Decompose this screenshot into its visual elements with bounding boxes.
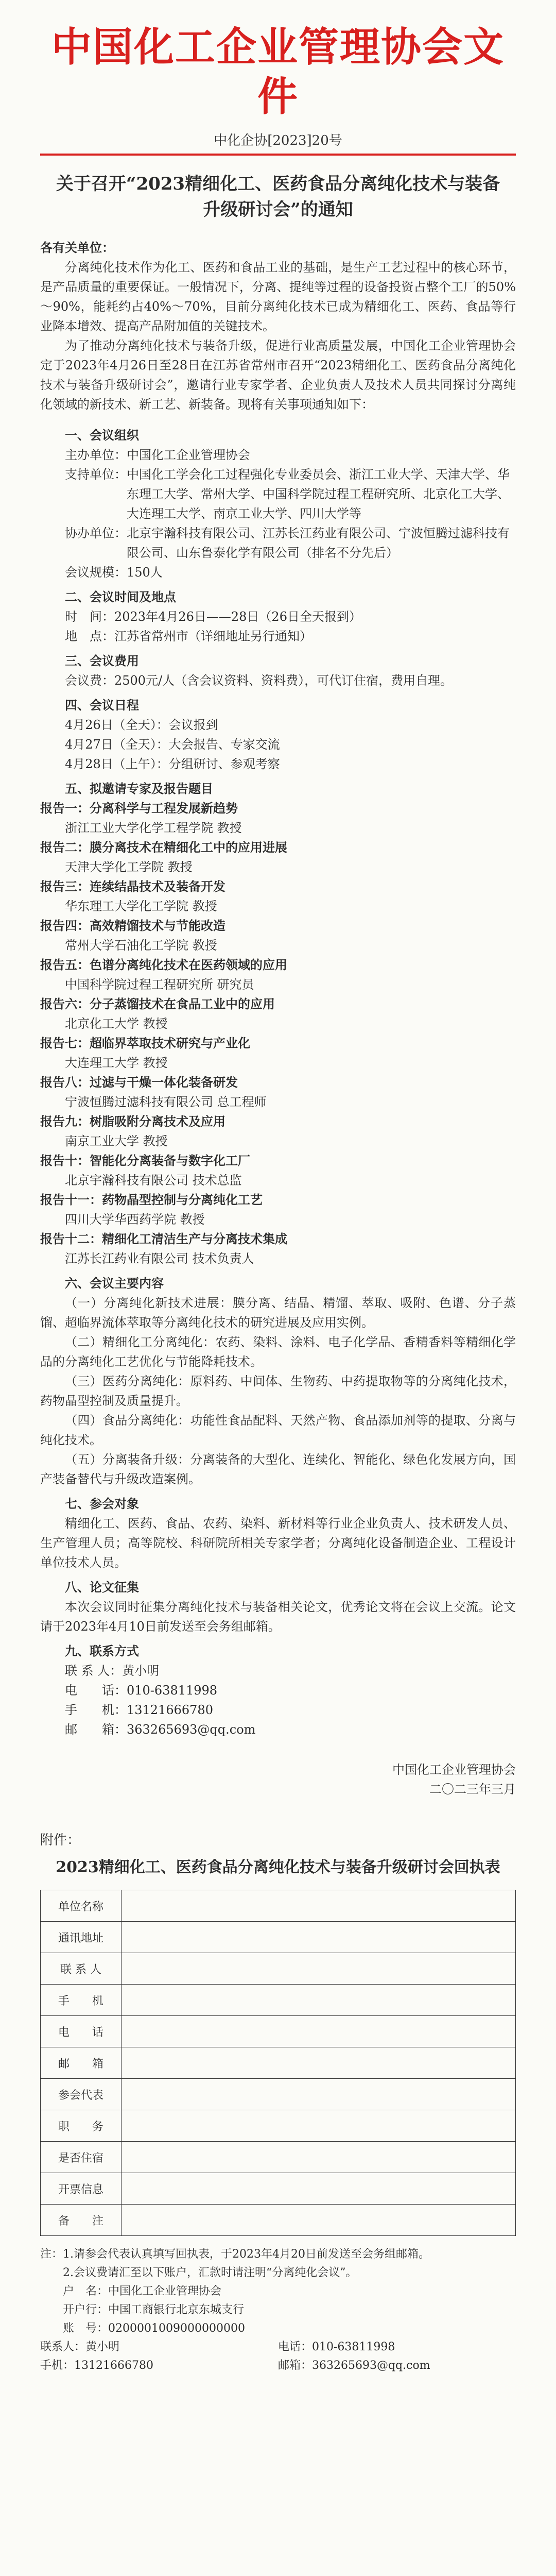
fee-text: 会议费：2500元/人（含会议资料、资料费），可代订住宿，费用自理。	[65, 673, 453, 688]
schedule-item: 4月28日（上午）：分组研讨、参观考察	[65, 757, 280, 771]
form-field[interactable]	[121, 2047, 516, 2079]
report-item: 报告十二：精细化工清洁生产与分离技术集成 江苏长江药业有限公司 技术负责人	[40, 1231, 287, 1266]
content-paragraph: （二）精细化工分离纯化：农药、染料、涂料、电子化学品、香精香料等精细化学品的分离纯化工艺优化与节能降耗技术。	[40, 1335, 516, 1369]
table-row: 参会代表	[41, 2079, 516, 2110]
table-row: 手 机	[41, 1985, 516, 2016]
report-item: 报告十一：药物晶型控制与分离纯化工艺 四川大学华西药学院 教授	[40, 1192, 263, 1227]
intro-paragraph: 分离纯化技术作为化工、医药和食品工业的基础，是生产工艺过程中的核心环节，是产品质量的重要保证。一般情况下，分离、提纯等过程的设备投资占整个工厂的50%～90%，能耗约占40%～70%，目前分离纯化技术已成为精细化工、医药、食品等行业降本增效、提高产品附加值的关键技术。	[40, 260, 516, 333]
table-row: 通讯地址	[41, 1922, 516, 1953]
contact-mobile-row: 手 机： 13121666780	[65, 1703, 213, 1717]
document-number: 中化企协[2023]20号	[214, 133, 342, 148]
form-field[interactable]	[121, 1890, 516, 1922]
table-row: 备 注	[41, 2205, 516, 2236]
supporter-row: 支持单位： 中国化工学会化工过程强化专业委员会、浙江工业大学、天津大学、华东理工大学、常州大学、中国科学院过程工程研究所、北京化工大学、大连理工大学、南京工业大学、四川大学等	[65, 467, 510, 521]
form-field[interactable]	[121, 2205, 516, 2236]
content-paragraph: （三）医药分离纯化：原料药、中间体、生物药、中药提取物等的分离纯化技术，药物晶型控制及质量提升。	[40, 1374, 516, 1408]
form-field[interactable]	[121, 2016, 516, 2047]
form-field[interactable]	[121, 2079, 516, 2110]
scale-row: 会议规模： 150人	[65, 565, 163, 580]
report-item: 报告九：树脂吸附分离技术及应用 南京工业大学 教授	[40, 1114, 225, 1148]
content-paragraph: （一）分离纯化新技术进展：膜分离、结晶、精馏、萃取、吸附、色谱、分子蒸馏、超临界流体萃取等分离纯化技术的研究进展及应用实例。	[40, 1296, 516, 1330]
section-heading: 五、拟邀请专家及报告题目	[65, 781, 213, 796]
content-paragraph: （五）分离装备升级：分离装备的大型化、连续化、智能化、绿色化发展方向，国产装备替代与升级改造案例。	[40, 1452, 516, 1486]
section-heading: 七、参会对象	[65, 1496, 139, 1511]
form-field[interactable]	[121, 2173, 516, 2205]
report-item: 报告十：智能化分离装备与数字化工厂 北京宇瀚科技有限公司 技术总监	[40, 1153, 250, 1188]
table-row: 邮 箱	[41, 2047, 516, 2079]
time-row: 时 间： 2023年4月26日——28日（26日全天报到）	[65, 609, 361, 624]
salutation: 各有关单位：	[40, 240, 114, 255]
form-field[interactable]	[121, 1922, 516, 1953]
form-field[interactable]	[121, 2142, 516, 2173]
section-heading: 三、会议费用	[65, 653, 139, 668]
intro-paragraph: 为了推动分离纯化技术与装备升级，促进行业高质量发展，中国化工企业管理协会定于2023年4月26日至28日在江苏省常州市召开“2023精细化工、医药食品分离纯化技术与装备升级研讨会”，邀请行业专家学者、企业负责人及技术人员共同探讨分离纯化领域的新技术、新工艺、新装备。现将有关事项通知如下：	[40, 338, 516, 412]
section-heading: 八、论文征集	[65, 1580, 139, 1595]
annex-contact-row: 手机：13121666780 邮箱：363265693@qq.com	[40, 2359, 430, 2372]
report-item: 报告一：分离科学与工程发展新趋势 浙江工业大学化学工程学院 教授	[40, 801, 242, 835]
paper-call-text: 本次会议同时征集分离纯化技术与装备相关论文，优秀论文将在会议上交流。论文请于2023年4月10日前发送至会务组邮箱。	[40, 1600, 516, 1634]
section-heading: 九、联系方式	[65, 1643, 139, 1658]
schedule-item: 4月26日（全天）：会议报到	[65, 718, 218, 732]
annex-notes: 注：1.请参会代表认真填写回执表，于2023年4月20日前发送至会务组邮箱。 2.会议费请汇至以下账户，汇款时请注明“分离纯化会议”。 户 名：中国化工企业管理协会 开户行：中国工商银行北京东城支行 账 号：0200001009000000000	[40, 2248, 430, 2335]
table-row: 是否住宿	[41, 2142, 516, 2173]
section-heading: 四、会议日程	[65, 698, 139, 713]
table-row: 联 系 人	[41, 1953, 516, 1985]
contact-phone-row: 电 话： 010-63811998	[65, 1683, 218, 1698]
co-organizer-row: 协办单位： 北京宇瀚科技有限公司、江苏长江药业有限公司、宁波恒腾过滤科技有限公司、山东鲁泰化学有限公司（排名不分先后）	[65, 526, 510, 560]
report-list	[40, 799, 516, 1268]
report-item: 报告三：连续结晶技术及装备开发 华东理工大学化工学院 教授	[40, 879, 225, 913]
schedule-item: 4月27日（全天）：大会报告、专家交流	[65, 737, 280, 752]
table-row: 电 话	[41, 2016, 516, 2047]
document-header-title: 中国化工企业管理协会文件	[51, 24, 505, 120]
form-field[interactable]	[121, 1985, 516, 2016]
registration-form-table	[40, 1890, 516, 2236]
annex-label: 附件：	[40, 1833, 81, 1848]
location-row: 地 点： 江苏省常州市（详细地址另行通知）	[65, 629, 312, 643]
report-item: 报告二：膜分离技术在精细化工中的应用进展 天津大学化工学院 教授	[40, 840, 287, 874]
table-row: 职 务	[41, 2110, 516, 2142]
report-item: 报告五：色谱分离纯化技术在医药领域的应用 中国科学院过程工程研究所 研究员	[40, 957, 287, 992]
notice-title: 关于召开“2023精细化工、医药食品分离纯化技术与装备升级研讨会”的通知	[56, 174, 500, 220]
header-red-rule	[40, 154, 516, 156]
contact-email-row: 邮 箱： 363265693@qq.com	[65, 1722, 256, 1737]
annex-contact-row: 联系人：黄小明 电话：010-63811998	[40, 2341, 395, 2353]
content-paragraph: （四）食品分离纯化：功能性食品配料、天然产物、食品添加剂等的提取、分离与纯化技术。	[40, 1413, 516, 1447]
report-item: 报告六：分子蒸馏技术在食品工业中的应用 北京化工大学 教授	[40, 996, 275, 1031]
signature-block	[40, 1760, 516, 1799]
attendee-text: 精细化工、医药、食品、农药、染料、新材料等行业企业负责人、技术研发人员、生产管理人员；高等院校、科研院所相关专家学者；分离纯化设备制造企业、工程设计单位技术人员。	[40, 1516, 516, 1570]
form-field[interactable]	[121, 1953, 516, 1985]
section-heading: 六、会议主要内容	[65, 1276, 164, 1291]
report-item: 报告八：过滤与干燥一体化装备研发 宁波恒腾过滤科技有限公司 总工程师	[40, 1075, 267, 1109]
signature-date: 二〇二三年三月	[429, 1782, 516, 1797]
contact-person-row: 联 系 人： 黄小明	[65, 1664, 160, 1678]
form-field[interactable]	[121, 2110, 516, 2142]
section-heading: 二、会议时间及地点	[65, 589, 176, 604]
section-heading: 一、会议组织	[65, 428, 139, 443]
table-row: 开票信息	[41, 2173, 516, 2205]
report-item: 报告七：超临界萃取技术研究与产业化 大连理工大学 教授	[40, 1036, 250, 1070]
signature-org: 中国化工企业管理协会	[392, 1762, 516, 1777]
table-row: 单位名称	[41, 1890, 516, 1922]
organizer-row: 主办单位： 中国化工企业管理协会	[65, 448, 250, 462]
annex-title: 2023精细化工、医药食品分离纯化技术与装备升级研讨会回执表	[56, 1858, 500, 1876]
report-item: 报告四：高效精馏技术与节能改造 常州大学石油化工学院 教授	[40, 918, 225, 953]
